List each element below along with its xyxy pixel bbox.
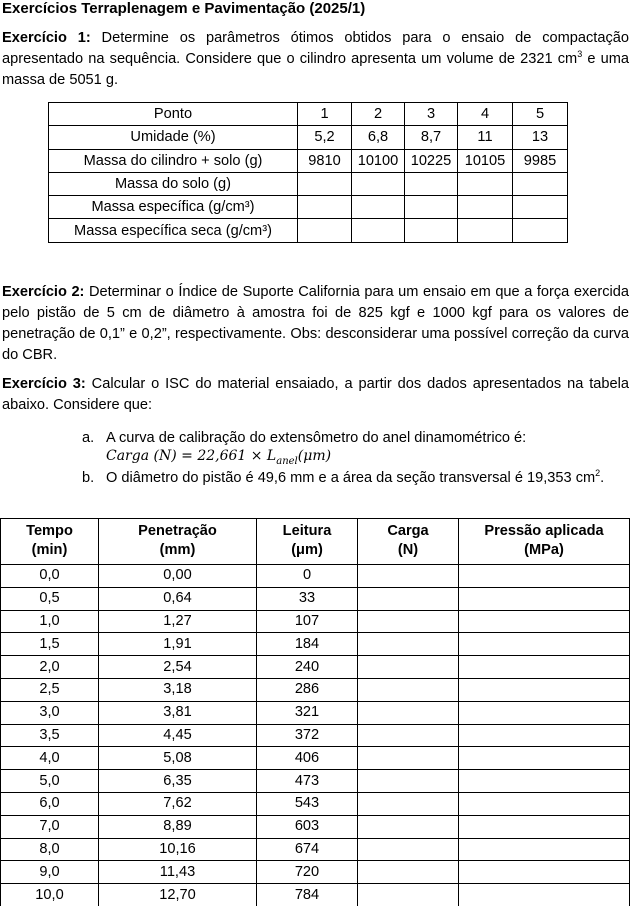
cbr-cell: 240 <box>257 656 358 679</box>
cbr-table-row <box>1 792 630 815</box>
cbr-table-row <box>1 838 630 861</box>
cbr-cell <box>459 724 630 747</box>
compaction-cell: 9985 <box>513 149 568 172</box>
cbr-cell <box>459 815 630 838</box>
item-b-text-main: O diâmetro do pistão é 49,6 mm e a área da seção transversal é 19,353 cm <box>106 470 596 486</box>
cbr-column-header <box>257 519 358 565</box>
cbr-cell <box>459 884 630 906</box>
compaction-row-label: Massa do cilindro + solo (g) <box>49 149 298 172</box>
cbr-cell: 2,54 <box>99 656 257 679</box>
cbr-cell: 7,0 <box>1 815 99 838</box>
cbr-cell <box>358 656 459 679</box>
cbr-cell <box>358 838 459 861</box>
cbr-cell: 3,18 <box>99 678 257 701</box>
cbr-cell: 1,91 <box>99 633 257 656</box>
compaction-cell: 5,2 <box>298 126 352 149</box>
cbr-column-header <box>358 519 459 565</box>
compaction-cell <box>458 219 513 242</box>
cbr-cell: 1,27 <box>99 610 257 633</box>
compaction-table-row <box>49 196 568 219</box>
item-a-text: A curva de calibração do extensômetro do anel dinamométrico é: <box>106 430 527 446</box>
exercise-1-label: Exercício 1: <box>2 30 91 46</box>
cbr-cell: 321 <box>257 701 358 724</box>
compaction-cell <box>352 172 405 195</box>
cbr-cell: 674 <box>257 838 358 861</box>
compaction-cell: 3 <box>405 103 458 126</box>
cbr-cell <box>459 656 630 679</box>
cbr-table-header-row <box>1 519 630 565</box>
cbr-cell: 8,0 <box>1 838 99 861</box>
compaction-cell <box>513 219 568 242</box>
cbr-cell: 603 <box>257 815 358 838</box>
exercise-3-statement <box>2 374 629 416</box>
exercise-3-label: Exercício 3: <box>2 376 86 392</box>
cbr-cell <box>459 747 630 770</box>
cbr-column-header <box>459 519 630 565</box>
compaction-row-label: Massa específica seca (g/cm³) <box>49 219 298 242</box>
formula-subscript: anel <box>276 455 298 467</box>
cbr-table-row <box>1 633 630 656</box>
cbr-cell <box>358 724 459 747</box>
cbr-column-header <box>1 519 99 565</box>
cbr-cell: 184 <box>257 633 358 656</box>
compaction-cell: 6,8 <box>352 126 405 149</box>
compaction-row-label: Massa específica (g/cm³) <box>49 196 298 219</box>
exercise-1-text: Determine os parâmetros ótimos obtidos para o ensaio de compactação apresentado na sequência. Considere que o cilindro apresenta um volume de 2321 cm <box>2 30 629 67</box>
cbr-cell: 473 <box>257 770 358 793</box>
compaction-cell <box>298 172 352 195</box>
cbr-cell: 406 <box>257 747 358 770</box>
header-line-1: Pressão aplicada <box>484 523 604 539</box>
formula-lhs: Carga (N) = 22,661 × L <box>106 448 277 464</box>
cbr-cell: 543 <box>257 792 358 815</box>
header-line-1: Penetração <box>138 523 217 539</box>
cbr-cell <box>358 884 459 906</box>
cbr-test-table <box>0 518 630 906</box>
cbr-cell <box>358 747 459 770</box>
cbr-cell: 9,0 <box>1 861 99 884</box>
cbr-cell <box>459 861 630 884</box>
item-b-text <box>106 468 631 488</box>
cbr-table-row <box>1 656 630 679</box>
header-line-2: (MPa) <box>524 542 564 558</box>
cbr-cell <box>358 792 459 815</box>
compaction-cell <box>513 196 568 219</box>
cbr-table-row <box>1 678 630 701</box>
cbr-cell: 784 <box>257 884 358 906</box>
cbr-cell <box>358 565 459 588</box>
cbr-cell: 7,62 <box>99 792 257 815</box>
cbr-cell <box>459 633 630 656</box>
cbr-cell: 286 <box>257 678 358 701</box>
exercise-3-text: Calcular o ISC do material ensaiado, a partir dos dados apresentados na tabela abaixo. Considere que: <box>2 376 629 413</box>
cbr-cell <box>358 770 459 793</box>
exercise-1-text-end: e uma massa de 5051 g. <box>2 51 629 88</box>
compaction-cell <box>352 219 405 242</box>
cbr-table-row <box>1 861 630 884</box>
compaction-cell: 1 <box>298 103 352 126</box>
cbr-cell: 1,0 <box>1 610 99 633</box>
compaction-cell <box>405 219 458 242</box>
exercise-2-label: Exercício 2: <box>2 284 85 300</box>
cbr-cell: 372 <box>257 724 358 747</box>
cbr-table-row <box>1 587 630 610</box>
compaction-table <box>48 102 568 243</box>
document-title: Exercícios Terraplenagem e Pavimentação (2025/1) <box>2 0 366 17</box>
cbr-cell: 12,70 <box>99 884 257 906</box>
header-line-1: Leitura <box>282 523 332 539</box>
cbr-table-row <box>1 747 630 770</box>
header-line-2: (N) <box>397 542 419 558</box>
cbr-cell: 107 <box>257 610 358 633</box>
compaction-cell <box>298 196 352 219</box>
cbr-cell <box>459 565 630 588</box>
cbr-cell <box>459 770 630 793</box>
cbr-cell <box>358 815 459 838</box>
compaction-cell <box>298 219 352 242</box>
compaction-cell <box>405 172 458 195</box>
exercise-2-statement <box>2 282 629 366</box>
cbr-cell: 4,0 <box>1 747 99 770</box>
item-b-marker: b. <box>82 470 95 486</box>
compaction-table-row <box>49 172 568 195</box>
item-b-text-end: . <box>600 470 605 486</box>
compaction-cell: 10100 <box>352 149 405 172</box>
cbr-table-row <box>1 884 630 906</box>
cbr-table-row <box>1 610 630 633</box>
cbr-cell: 0,5 <box>1 587 99 610</box>
cbr-table-row <box>1 770 630 793</box>
cbr-column-header <box>99 519 257 565</box>
compaction-cell: 5 <box>513 103 568 126</box>
compaction-cell: 4 <box>458 103 513 126</box>
cbr-table-row <box>1 724 630 747</box>
compaction-table-row <box>49 126 568 149</box>
cbr-cell <box>459 678 630 701</box>
cbr-cell: 0,64 <box>99 587 257 610</box>
compaction-row-label: Umidade (%) <box>49 126 298 149</box>
cbr-cell: 0 <box>257 565 358 588</box>
compaction-cell <box>352 196 405 219</box>
cbr-cell: 6,0 <box>1 792 99 815</box>
compaction-cell: 11 <box>458 126 513 149</box>
cbr-cell: 3,0 <box>1 701 99 724</box>
compaction-cell <box>405 196 458 219</box>
compaction-table-row <box>49 219 568 242</box>
exercise-1-sup: 3 <box>577 49 583 60</box>
cbr-cell: 11,43 <box>99 861 257 884</box>
item-b-sup: 2 <box>595 468 601 479</box>
cbr-cell <box>358 587 459 610</box>
cbr-cell: 2,5 <box>1 678 99 701</box>
cbr-cell <box>459 792 630 815</box>
cbr-table-row <box>1 815 630 838</box>
cbr-cell: 3,5 <box>1 724 99 747</box>
item-a-marker: a. <box>82 430 95 446</box>
cbr-cell <box>358 861 459 884</box>
compaction-cell <box>513 172 568 195</box>
cbr-cell: 0,0 <box>1 565 99 588</box>
cbr-cell <box>358 678 459 701</box>
compaction-cell <box>458 172 513 195</box>
compaction-cell: 8,7 <box>405 126 458 149</box>
cbr-table-row <box>1 701 630 724</box>
header-line-2: (min) <box>31 542 68 558</box>
compaction-cell <box>458 196 513 219</box>
cbr-cell <box>459 838 630 861</box>
exercise-2-text: Determinar o Índice de Suporte California para um ensaio em que a força exercida pelo pistão de 5 cm de diâmetro à amostra foi de 825 kgf e 1000 kgf para os valores de penetração de 0,1” e 0,2”, respectivamente. Obs: desconsiderar uma possível correção da curva do CBR. <box>2 284 629 363</box>
compaction-row-label: Massa do solo (g) <box>49 172 298 195</box>
cbr-cell: 10,16 <box>99 838 257 861</box>
formula-rhs: (μm) <box>297 448 332 464</box>
cbr-cell: 2,0 <box>1 656 99 679</box>
header-line-2: (mm) <box>159 542 196 558</box>
cbr-cell: 6,35 <box>99 770 257 793</box>
compaction-cell: 2 <box>352 103 405 126</box>
cbr-cell <box>459 587 630 610</box>
cbr-cell: 8,89 <box>99 815 257 838</box>
compaction-cell: 13 <box>513 126 568 149</box>
compaction-table-row <box>49 149 568 172</box>
cbr-cell <box>358 633 459 656</box>
calibration-formula <box>106 448 331 467</box>
compaction-cell: 10225 <box>405 149 458 172</box>
cbr-table-row <box>1 565 630 588</box>
cbr-cell <box>358 701 459 724</box>
cbr-cell: 3,81 <box>99 701 257 724</box>
cbr-cell <box>459 701 630 724</box>
cbr-cell: 720 <box>257 861 358 884</box>
cbr-cell: 33 <box>257 587 358 610</box>
header-line-1: Carga <box>387 523 429 539</box>
cbr-cell: 1,5 <box>1 633 99 656</box>
cbr-cell <box>358 610 459 633</box>
cbr-cell: 5,08 <box>99 747 257 770</box>
compaction-cell: 9810 <box>298 149 352 172</box>
compaction-cell: 10105 <box>458 149 513 172</box>
exercise-1-statement <box>2 28 629 91</box>
cbr-cell <box>459 610 630 633</box>
header-line-1: Tempo <box>26 523 73 539</box>
compaction-row-label: Ponto <box>49 103 298 126</box>
compaction-table-row <box>49 103 568 126</box>
cbr-cell: 5,0 <box>1 770 99 793</box>
cbr-cell: 10,0 <box>1 884 99 906</box>
cbr-cell: 0,00 <box>99 565 257 588</box>
header-line-2: (μm) <box>291 542 323 558</box>
cbr-cell: 4,45 <box>99 724 257 747</box>
